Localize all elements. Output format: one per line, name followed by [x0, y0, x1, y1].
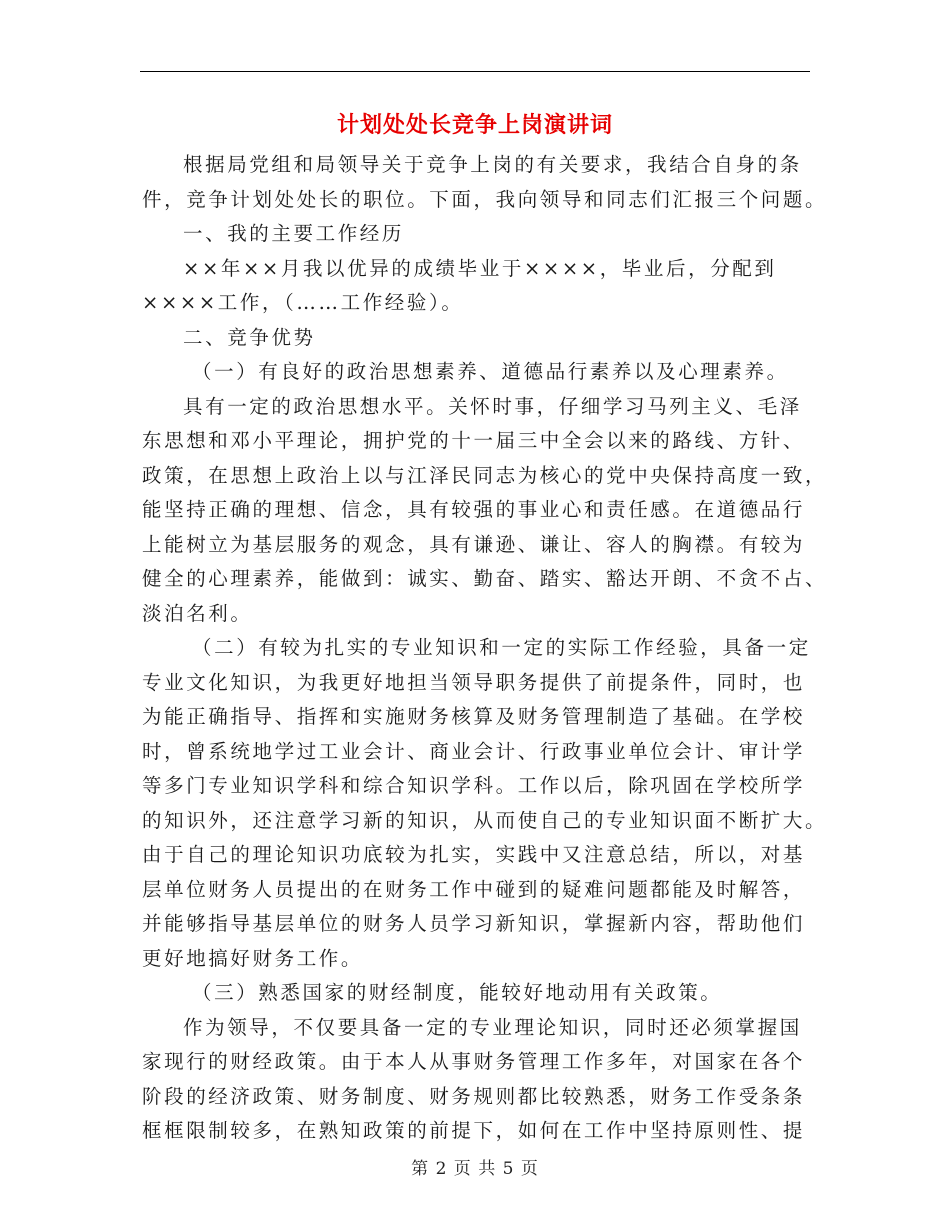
body-line: 框框限制较多，在熟知政策的前提下，如何在工作中坚持原则性、提 — [142, 1119, 806, 1142]
body-line: 件，竞争计划处处长的职位。下面，我向领导和同志们汇报三个问题。 — [142, 187, 828, 211]
body-line: 能坚持正确的理想、信念，具有较强的事业心和责任感。在道德品行 — [142, 498, 806, 521]
body-line: 根据局党组和局领导关于竞争上岗的有关要求，我结合自身的条 — [183, 153, 802, 176]
body-line: 专业文化知识，为我更好地担当领导职务提供了前提条件，同时，也 — [142, 670, 806, 694]
body-line: 更好地搞好财务工作。 — [142, 946, 364, 970]
body-line: 层单位财务人员提出的在财务工作中碰到的疑难问题都能及时解答， — [142, 877, 806, 901]
body-line: 健全的心理素养，能做到：诚实、勤奋、踏实、豁达开朗、不贪不占、 — [142, 567, 828, 590]
section-heading: 一、我的主要工作经历 — [183, 222, 405, 245]
body-line: 的知识外，还注意学习新的知识，从而使自己的专业知识面不断扩大。 — [142, 808, 828, 832]
document-title: 计划处处长竞争上岗演讲词 — [336, 112, 613, 138]
page-number: 第 2 页 共 5 页 — [411, 1159, 539, 1179]
body-line: 为能正确指导、指挥和实施财务核算及财务管理制造了基础。在学校 — [142, 705, 806, 728]
body-line: 时，曾系统地学过工业会计、商业会计、行政事业单位会计、审计学 — [142, 739, 806, 763]
document-body — [142, 148, 828, 1149]
body-line: 淡泊名利。 — [142, 601, 253, 625]
body-line: 作为领导，不仅要具备一定的专业理论知识，同时还必须掌握国 — [183, 1015, 802, 1039]
body-line: 上能树立为基层服务的观念，具有谦逊、谦让、容人的胸襟。有较为 — [142, 532, 806, 556]
body-line: ××年××月我以优异的成绩毕业于××××，毕业后，分配到 — [183, 256, 777, 280]
subsection-heading: （三）熟悉国家的财经制度，能较好地动用有关政策。 — [192, 981, 723, 1004]
body-line: ××××工作，（……工作经验）。 — [142, 291, 464, 314]
body-line: 并能够指导基层单位的财务人员学习新知识，掌握新内容，帮助他们 — [142, 912, 806, 935]
body-line: 家现行的财经政策。由于本人从事财务管理工作多年，对国家在各个 — [142, 1050, 806, 1073]
body-line: 由于自己的理论知识功底较为扎实，实践中又注意总结，所以，对基 — [142, 843, 806, 866]
header-rule — [140, 71, 810, 72]
body-line: 阶段的经济政策、财务制度、财务规则都比较熟悉，财务工作受条条 — [142, 1084, 806, 1108]
body-line: 东思想和邓小平理论，拥护党的十一届三中全会以来的路线、方针、 — [142, 429, 806, 452]
body-line: 政策，在思想上政治上以与江泽民同志为核心的党中央保持高度一致， — [142, 463, 828, 487]
subsection-heading: （一）有良好的政治思想素养、道德品行素养以及心理素养。 — [192, 360, 789, 383]
body-line: 具有一定的政治思想水平。关怀时事，仔细学习马列主义、毛泽 — [183, 394, 802, 418]
section-heading: 二、竞争优势 — [183, 325, 316, 349]
subsection-heading: （二）有较为扎实的专业知识和一定的实际工作经验，具备一定 — [192, 636, 811, 659]
body-line: 等多门专业知识学科和综合知识学科。工作以后，除巩固在学校所学 — [142, 774, 806, 797]
